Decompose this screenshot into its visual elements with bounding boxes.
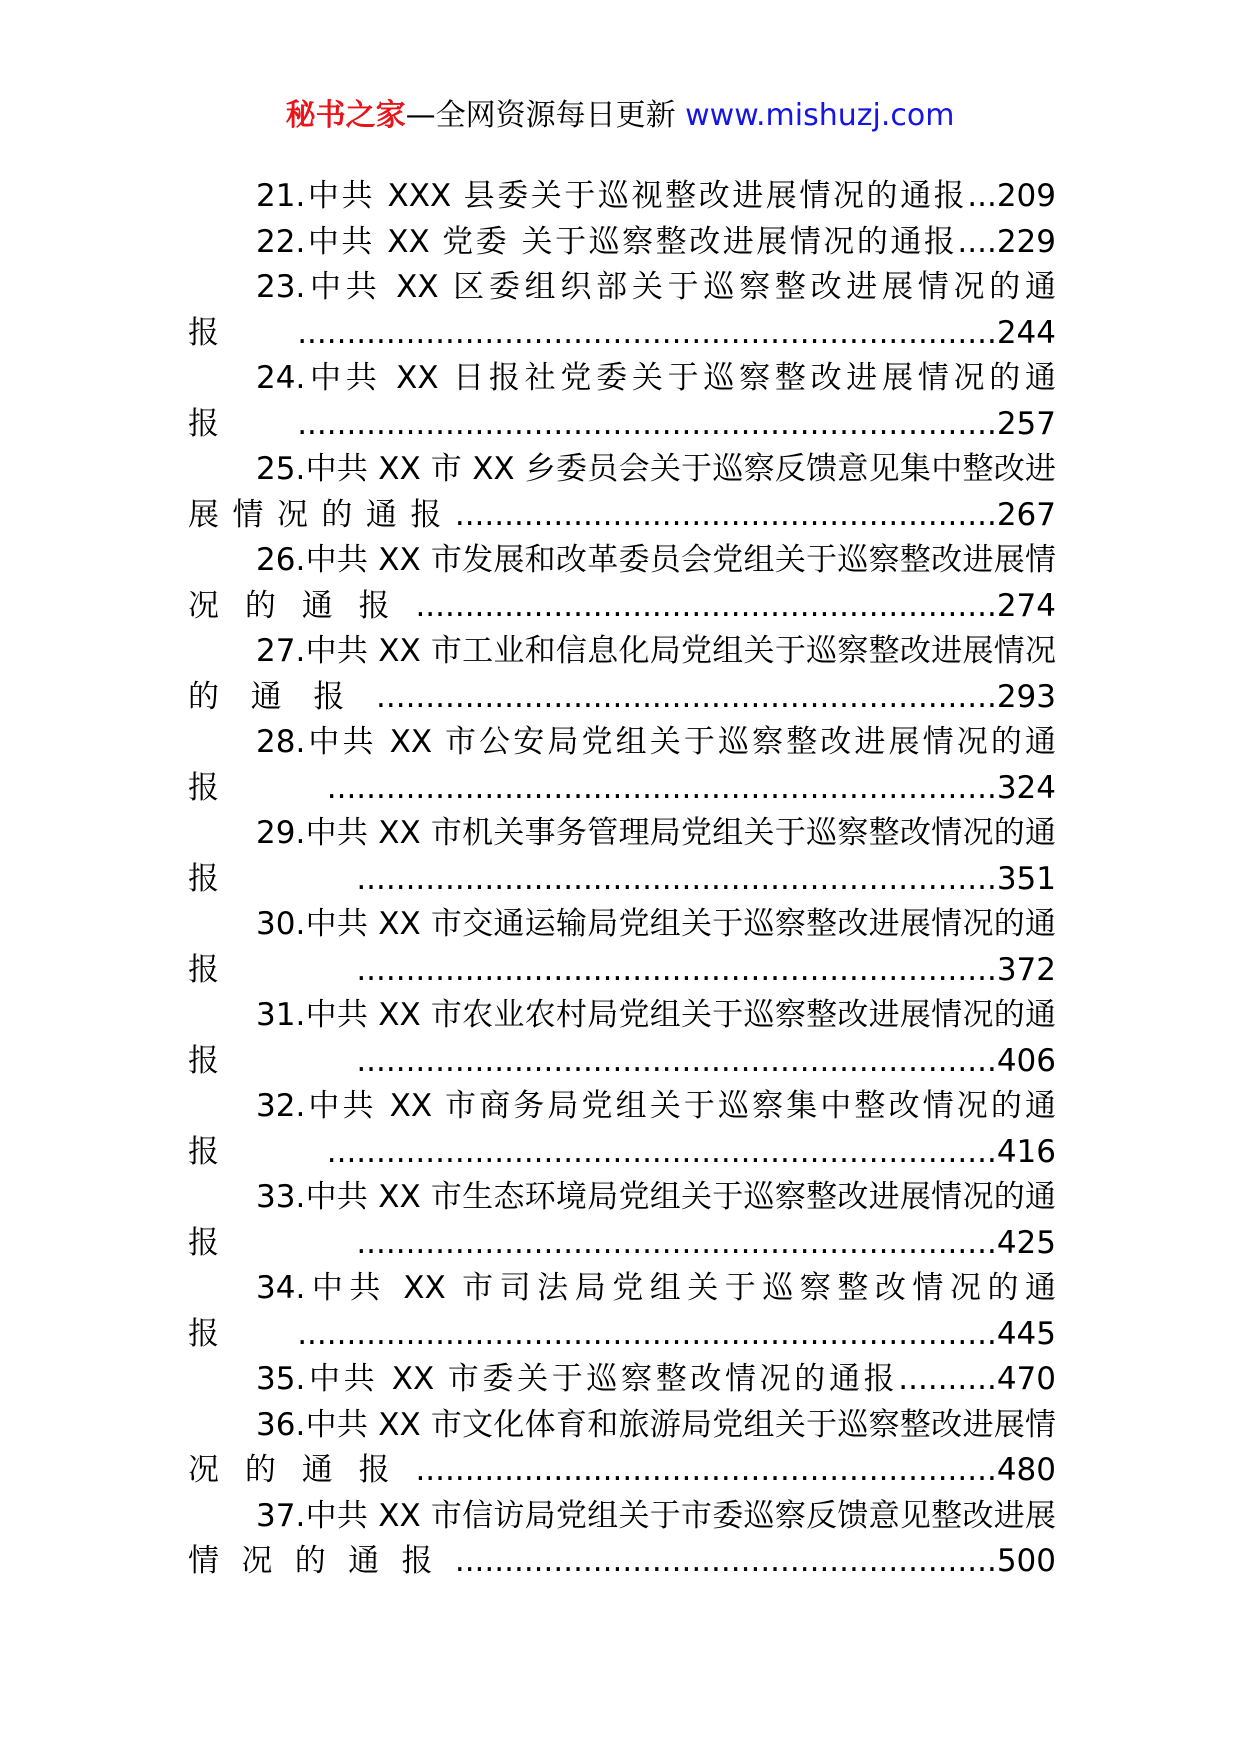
toc-entry-24[interactable] — [188, 356, 1056, 447]
toc-entry-dots: ... — [967, 178, 997, 214]
toc-entry-number: 31. — [256, 997, 306, 1033]
site-url-link[interactable]: www.mishuzj.com — [685, 98, 955, 133]
toc-entry-title: 中共 XX 市 XX 乡委员会关于巡察反馈意见集中整改进展情况的通报 — [188, 451, 1056, 533]
toc-entry-title: 中共 XX 区委组织部关于巡察整改进展情况的通报 — [188, 269, 1056, 351]
toc-entry-title: 中共 XX 市公安局党组关于巡察整改进展情况的通报 — [188, 724, 1056, 806]
toc-entry-page: 229 — [996, 223, 1056, 260]
toc-entry-page: 267 — [996, 496, 1056, 533]
toc-entry-dots: ........................................................... — [415, 1452, 997, 1488]
toc-entry-23[interactable] — [188, 265, 1056, 356]
toc-entry-title: 中共 XXX 县委关于巡视整改进展情况的通报 — [305, 178, 968, 214]
toc-entry-22[interactable] — [188, 220, 1056, 266]
toc-entry-title: 中共 XX 市生态环境局党组关于巡察整改进展情况的通报 — [188, 1179, 1056, 1261]
toc-entry-dots: ....................................................... — [454, 496, 997, 533]
toc-entry-36[interactable] — [188, 1403, 1056, 1494]
toc-entry-page: 209 — [996, 178, 1056, 214]
toc-entry-37[interactable] — [188, 1494, 1056, 1585]
toc-entry-dots: .................................................................... — [326, 1133, 997, 1170]
toc-entry-page: 274 — [996, 587, 1056, 624]
toc-entry-page: 500 — [996, 1543, 1056, 1579]
toc-entry-page: 244 — [996, 314, 1056, 351]
toc-entry-dots: ................................................................. — [356, 1224, 997, 1261]
toc-entry-dots: ....................................................................... — [297, 314, 997, 351]
toc-entry-dots: ................................................................. — [356, 860, 997, 897]
toc-entry-title: 中共 XX 市工业和信息化局党组关于巡察整改进展情况的通报 — [188, 633, 1056, 715]
toc-entry-title: 中共 XX 市发展和改革委员会党组关于巡察整改进展情况的通报 — [188, 542, 1056, 624]
toc-entry-page: 324 — [996, 769, 1056, 806]
toc-entry-page: 372 — [996, 951, 1056, 988]
toc-entry-33[interactable] — [188, 1175, 1056, 1266]
toc-entry-page: 425 — [996, 1224, 1056, 1261]
toc-entry-dots: ........................................................... — [415, 587, 997, 624]
toc-entry-page: 480 — [996, 1452, 1056, 1488]
toc-entry-dots: .... — [957, 223, 997, 260]
toc-entry-number: 35. — [256, 1361, 306, 1397]
toc-entry-page: 257 — [996, 405, 1056, 442]
toc-entry-number: 37. — [256, 1497, 306, 1534]
toc-entry-number: 30. — [256, 906, 306, 942]
toc-entry-title: 中共 XX 市机关事务管理局党组关于巡察整改情况的通报 — [188, 815, 1056, 897]
toc-entry-dots: ............................................................... — [376, 678, 997, 715]
toc-entry-dots: .......... — [898, 1361, 997, 1397]
toc-entry-number: 29. — [256, 815, 306, 851]
toc-entry-title: 中共 XX 市司法局党组关于巡察整改情况的通报 — [188, 1270, 1056, 1352]
toc-entry-dots: ....................................................................... — [297, 1315, 997, 1352]
toc-entry-25[interactable] — [188, 447, 1056, 538]
table-of-contents — [188, 174, 1056, 1585]
toc-entry-title: 中共 XX 市商务局党组关于巡察集中整改情况的通报 — [188, 1088, 1056, 1170]
toc-entry-number: 28. — [256, 724, 306, 760]
toc-entry-dots: ....................................................... — [454, 1543, 997, 1579]
page-header — [0, 96, 1240, 136]
toc-entry-dots: ................................................................. — [356, 1042, 997, 1079]
toc-entry-number: 33. — [256, 1179, 306, 1215]
toc-entry-number: 34. — [256, 1270, 306, 1306]
toc-entry-title: 中共 XX 市委关于巡察整改情况的通报 — [305, 1361, 899, 1397]
toc-entry-page: 406 — [996, 1042, 1056, 1079]
toc-entry-30[interactable] — [188, 902, 1056, 993]
toc-entry-title: 中共 XX 党委 关于巡察整改进展情况的通报 — [305, 223, 958, 260]
toc-entry-title: 中共 XX 市农业农村局党组关于巡察整改进展情况的通报 — [188, 997, 1056, 1079]
toc-entry-32[interactable] — [188, 1084, 1056, 1175]
toc-entry-number: 24. — [256, 360, 306, 396]
toc-entry-28[interactable] — [188, 720, 1056, 811]
toc-entry-34[interactable] — [188, 1266, 1056, 1357]
toc-entry-page: 416 — [996, 1133, 1056, 1170]
toc-entry-page: 470 — [996, 1361, 1056, 1397]
header-tagline: —全网资源每日更新 — [405, 98, 676, 133]
toc-entry-title: 中共 XX 市交通运输局党组关于巡察整改进展情况的通报 — [188, 906, 1056, 988]
toc-entry-dots: ....................................................................... — [297, 405, 997, 442]
toc-entry-number: 32. — [256, 1088, 306, 1124]
toc-entry-29[interactable] — [188, 811, 1056, 902]
toc-entry-21[interactable] — [188, 174, 1056, 220]
toc-entry-title: 中共 XX 市文化体育和旅游局党组关于巡察整改进展情况的通报 — [188, 1406, 1056, 1488]
toc-entry-number: 21. — [256, 178, 306, 214]
toc-entry-number: 25. — [256, 451, 306, 487]
brand-name: 秘书之家 — [285, 98, 406, 133]
toc-entry-26[interactable] — [188, 538, 1056, 629]
toc-entry-title: 中共 XX 市信访局党组关于市委巡察反馈意见整改进展情况的通报 — [188, 1497, 1056, 1579]
toc-entry-dots: .................................................................... — [326, 769, 997, 806]
toc-entry-number: 27. — [256, 633, 306, 669]
toc-entry-title: 中共 XX 日报社党委关于巡察整改进展情况的通报 — [188, 360, 1056, 442]
toc-entry-27[interactable] — [188, 629, 1056, 720]
toc-entry-dots: ................................................................. — [356, 951, 997, 988]
toc-entry-31[interactable] — [188, 993, 1056, 1084]
toc-entry-number: 22. — [256, 223, 306, 260]
toc-entry-number: 23. — [256, 269, 306, 305]
toc-entry-page: 351 — [996, 860, 1056, 897]
toc-entry-number: 26. — [256, 542, 306, 578]
toc-entry-number: 36. — [256, 1406, 306, 1443]
toc-entry-page: 445 — [996, 1315, 1056, 1352]
toc-entry-page: 293 — [996, 678, 1056, 715]
toc-entry-35[interactable] — [188, 1357, 1056, 1403]
